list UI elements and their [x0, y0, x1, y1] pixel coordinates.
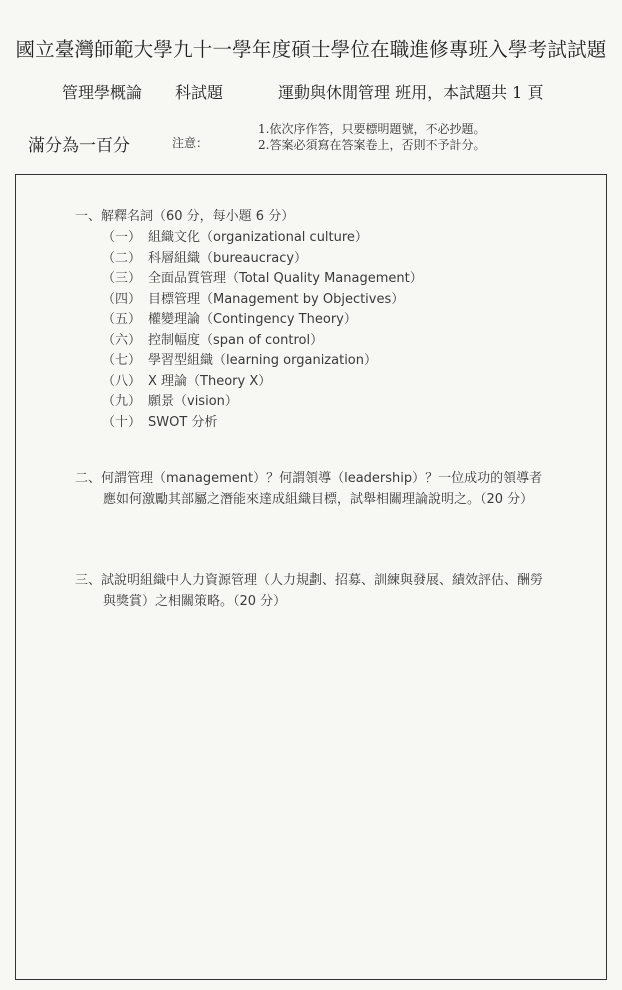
department-line: 運動與休閒管理 班用，本試題共 1 頁: [278, 83, 544, 102]
item-number: （七）: [102, 353, 142, 368]
item-text: 控制幅度（span of control）: [148, 332, 324, 348]
question-2: 二、何謂管理（management）？何謂領導（leadership）？一位成功的領導者應如何激勵其部屬之潛能來達成組織目標，試舉相關理論說明之。（20 分）: [75, 471, 543, 507]
notes: [258, 121, 485, 153]
course-name: 管理學概論: [62, 83, 143, 102]
note-2: 2.答案必須寫在答案卷上，否則不予計分。: [258, 138, 486, 152]
item-number: （一）: [102, 230, 142, 245]
course-suffix: 科試題: [175, 83, 224, 102]
item-number: （九）: [102, 394, 142, 409]
question-3: 三、試說明組織中人力資源管理（人力規劃、招募、訓練與發展、績效評估、酬勞與獎賞）之相關策略。（20 分）: [75, 573, 544, 609]
item-number: （十）: [102, 414, 142, 430]
list-item: [75, 228, 545, 249]
item-number: （五）: [102, 312, 142, 327]
notice-label: 注意：: [172, 136, 209, 150]
list-item: [75, 290, 545, 311]
list-item: [75, 413, 545, 434]
exam-title: 國立臺灣師範大學九十一學年度碩士學位在職進修專班入學考試試題: [15, 38, 607, 61]
item-text: X 理論（Theory X）: [148, 373, 272, 389]
list-item: [75, 392, 545, 413]
item-text: 科層組織（bureaucracy）: [148, 250, 308, 266]
question-content: [75, 207, 545, 609]
question-1-heading: 一、解釋名詞（60 分，每小題 6 分）: [75, 209, 295, 224]
item-text: 全面品質管理（Total Quality Management）: [148, 271, 423, 286]
list-item: [75, 331, 545, 352]
list-item: [75, 269, 545, 290]
item-number: （六）: [102, 332, 142, 348]
list-item: [75, 351, 545, 372]
item-text: 目標管理（Management by Objectives）: [148, 291, 405, 307]
full-score: 滿分為一百分: [28, 136, 130, 156]
item-text: SWOT 分析: [148, 414, 218, 430]
item-text: 學習型組織（learning organization）: [148, 353, 377, 368]
list-item: [75, 310, 545, 331]
item-number: （三）: [102, 271, 142, 286]
list-item: [75, 372, 545, 393]
item-number: （八）: [102, 373, 142, 389]
item-number: （二）: [102, 250, 142, 266]
item-text: 權變理論（Contingency Theory）: [148, 312, 357, 327]
item-text: 願景（vision）: [148, 394, 238, 409]
item-text: 組織文化（organizational culture）: [148, 230, 368, 245]
question-1-list: [75, 228, 545, 433]
list-item: [75, 249, 545, 270]
note-1: 1.依次序作答，只要標明題號，不必抄題。: [258, 122, 486, 136]
item-number: （四）: [102, 291, 142, 307]
